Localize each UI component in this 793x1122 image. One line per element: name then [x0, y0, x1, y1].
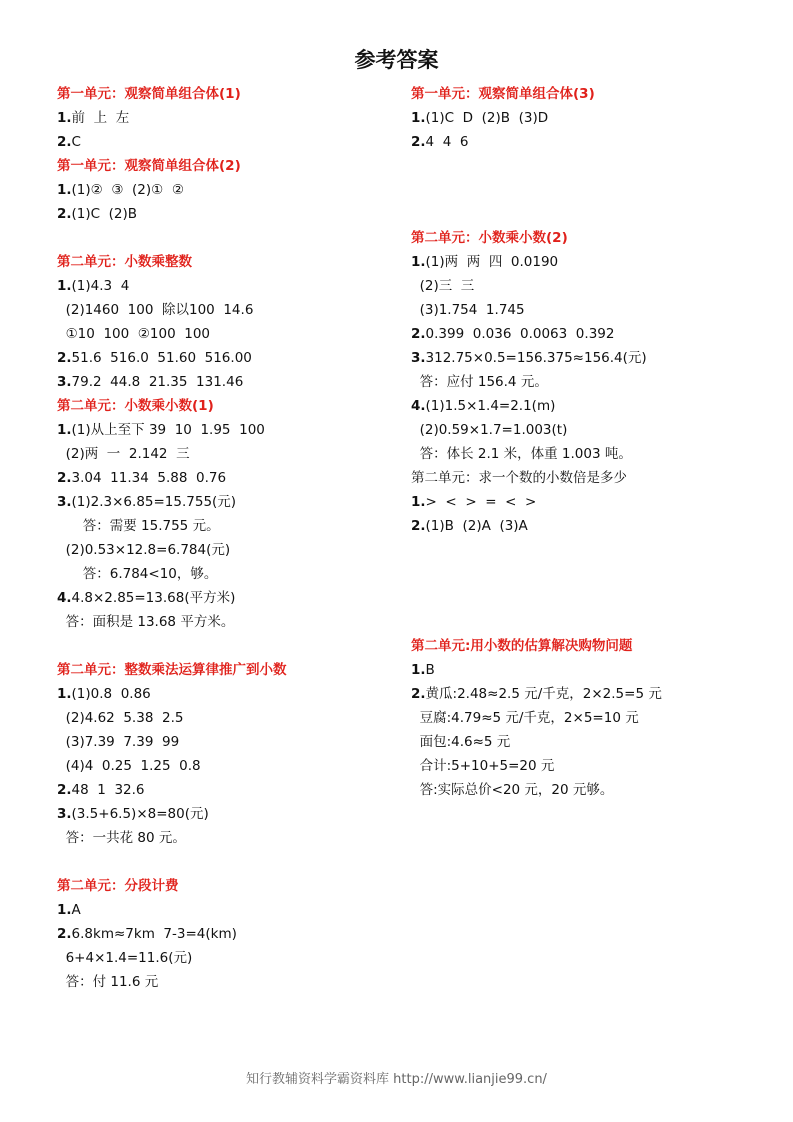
answer-line [411, 490, 761, 514]
answer-text: (1)两 两 四 0.0190 [425, 254, 559, 270]
answer-line [57, 898, 407, 922]
answer-line [57, 802, 407, 826]
answer-line [411, 754, 761, 778]
answer-line [57, 730, 407, 754]
question-number: 1. [57, 110, 72, 126]
section-heading: 第一单元：观察简单组合体(2) [57, 158, 241, 174]
question-number: 1. [57, 422, 72, 438]
answer-text: (2)1460 100 除以100 14.6 [57, 302, 254, 318]
section-spacer [57, 226, 407, 250]
section-spacer [411, 538, 761, 562]
question-number: 1. [57, 686, 72, 702]
answer-line [411, 394, 761, 418]
question-number: 1. [411, 494, 426, 510]
section-spacer [411, 562, 761, 586]
answer-line [57, 298, 407, 322]
answer-line [411, 346, 761, 370]
answer-line [411, 322, 761, 346]
answer-text: 答：体长 2.1 米，体重 1.003 吨。 [411, 446, 632, 462]
answer-text: 答：一共花 80 元。 [57, 830, 186, 846]
answer-line [57, 442, 407, 466]
answer-text: 面包:4.6≈5 元 [411, 734, 511, 750]
section-spacer [57, 850, 407, 874]
question-number: 1. [57, 902, 72, 918]
answer-section [57, 394, 407, 634]
answer-line [57, 178, 407, 202]
answer-text: 4 4 6 [425, 134, 469, 150]
answer-line [57, 370, 407, 394]
question-number: 2. [57, 782, 72, 798]
answer-section [57, 154, 407, 226]
answer-text: A [71, 902, 81, 918]
section-heading: 第二单元：小数乘小数(2) [411, 230, 568, 246]
answer-text: 黄瓜:2.48≈2.5 元/千克，2×2.5=5 元 [425, 686, 662, 702]
question-number: 2. [411, 518, 426, 534]
question-number: 2. [57, 134, 72, 150]
answer-text: 合计:5+10+5=20 元 [411, 758, 555, 774]
answer-text: (1)B (2)A (3)A [425, 518, 528, 534]
answer-text: (1)C D (2)B (3)D [425, 110, 549, 126]
section-heading: 第一单元：观察简单组合体(1) [57, 86, 241, 102]
answer-text: 0.399 0.036 0.0063 0.392 [425, 326, 615, 342]
answer-line [57, 922, 407, 946]
section-spacer [411, 586, 761, 610]
page-title: 参考答案 [354, 48, 439, 72]
answer-section [57, 658, 407, 850]
answer-text: 答:实际总价<20 元，20 元够。 [411, 782, 614, 798]
answer-line [57, 106, 407, 130]
answer-line [57, 610, 407, 634]
answer-line [57, 130, 407, 154]
section-heading: 第二单元：小数乘整数 [57, 254, 192, 270]
answer-text: 51.6 516.0 51.60 516.00 [71, 350, 252, 366]
answer-line [411, 730, 761, 754]
answer-text: 答：应付 156.4 元。 [411, 374, 548, 390]
answer-text: 4.8×2.85=13.68(平方米) [71, 590, 236, 606]
answer-text: 6+4×1.4=11.6(元) [57, 950, 193, 966]
question-number: 2. [411, 326, 426, 342]
question-number: 3. [411, 350, 426, 366]
answer-text: (1)4.3 4 [71, 278, 130, 294]
answer-text: 48 1 32.6 [71, 782, 145, 798]
section-spacer [411, 154, 761, 178]
answer-line [57, 706, 407, 730]
question-number: 4. [411, 398, 426, 414]
footer-watermark: 知行教辅资料学霸资料库 http://www.lianjie99.cn/ [246, 1072, 547, 1087]
question-number: 4. [57, 590, 72, 606]
question-number: 2. [57, 206, 72, 222]
answer-line [57, 322, 407, 346]
answer-line [411, 682, 761, 706]
answer-text: B [425, 662, 435, 678]
answer-text: 答：付 11.6 元 [57, 974, 159, 990]
answers-right-column [411, 82, 761, 802]
answer-section [411, 226, 761, 466]
answer-text: (1)从上至下 39 10 1.95 100 [71, 422, 265, 438]
question-number: 2. [57, 350, 72, 366]
answer-text: (1)1.5×1.4=2.1(m) [425, 398, 556, 414]
section-heading: 第二单元：整数乘法运算律推广到小数 [57, 662, 287, 678]
answer-line [57, 274, 407, 298]
answer-text: (1)0.8 0.86 [71, 686, 151, 702]
answer-text: > < > = < > [425, 494, 537, 510]
answer-line [411, 130, 761, 154]
question-number: 1. [411, 662, 426, 678]
answer-line [57, 466, 407, 490]
answer-line [57, 826, 407, 850]
answer-text: (2)4.62 5.38 2.5 [57, 710, 184, 726]
question-number: 1. [57, 182, 72, 198]
section-heading: 第一单元：观察简单组合体(3) [411, 86, 595, 102]
answer-text: (2)0.59×1.7=1.003(t) [411, 422, 568, 438]
answer-line [411, 418, 761, 442]
answer-line [57, 946, 407, 970]
answer-line [411, 706, 761, 730]
question-number: 2. [57, 470, 72, 486]
answer-section [411, 466, 761, 538]
answers-left-column [57, 82, 407, 994]
answer-text: (3)7.39 7.39 99 [57, 734, 180, 750]
answer-line [57, 754, 407, 778]
answer-text: (1)C (2)B [71, 206, 138, 222]
section-spacer [411, 610, 761, 634]
question-number: 3. [57, 806, 72, 822]
answer-line [57, 490, 407, 514]
answer-text: 3.04 11.34 5.88 0.76 [71, 470, 227, 486]
answer-text: (1)② ③ (2)① ② [71, 182, 184, 198]
section-heading: 第二单元：小数乘小数(1) [57, 398, 214, 414]
question-number: 2. [411, 134, 426, 150]
answer-text: (2)两 一 2.142 三 [57, 446, 190, 462]
answer-line [411, 298, 761, 322]
answer-text: (2)三 三 [411, 278, 475, 294]
answer-line [411, 658, 761, 682]
answer-text: (1)2.3×6.85=15.755(元) [71, 494, 237, 510]
answer-text: 答：需要 15.755 元。 [57, 518, 220, 534]
answer-text: 312.75×0.5=156.375≈156.4(元) [425, 350, 647, 366]
answer-line [411, 250, 761, 274]
section-spacer [411, 178, 761, 202]
answer-text: 前 上 左 [71, 110, 130, 126]
section-heading: 第二单元:用小数的估算解决购物问题 [411, 638, 633, 654]
section-heading: 第二单元：求一个数的小数倍是多少 [411, 470, 627, 486]
question-number: 1. [57, 278, 72, 294]
question-number: 1. [411, 110, 426, 126]
answer-line [57, 586, 407, 610]
question-number: 2. [411, 686, 426, 702]
answer-section [411, 634, 761, 802]
answer-line [57, 778, 407, 802]
answer-section [57, 82, 407, 154]
section-spacer [411, 202, 761, 226]
answer-line [411, 274, 761, 298]
answer-line [57, 538, 407, 562]
answer-line [411, 778, 761, 802]
answer-section [57, 874, 407, 994]
answer-section [57, 250, 407, 394]
answer-line [411, 370, 761, 394]
section-heading: 第二单元：分段计费 [57, 878, 179, 894]
answer-text: (3.5+6.5)×8=80(元) [71, 806, 209, 822]
answer-line [57, 346, 407, 370]
answer-text: C [71, 134, 81, 150]
question-number: 2. [57, 926, 72, 942]
answer-text: 6.8km≈7km 7-3=4(km) [71, 926, 237, 942]
answer-line [57, 970, 407, 994]
answer-line [57, 562, 407, 586]
answer-text: 答：6.784<10，够。 [57, 566, 218, 582]
answer-text: (4)4 0.25 1.25 0.8 [57, 758, 201, 774]
answer-text: ①10 100 ②100 100 [57, 326, 211, 342]
answer-text: 79.2 44.8 21.35 131.46 [71, 374, 244, 390]
answer-line [57, 202, 407, 226]
section-spacer [57, 634, 407, 658]
answer-line [411, 442, 761, 466]
question-number: 3. [57, 494, 72, 510]
answer-text: (3)1.754 1.745 [411, 302, 525, 318]
answer-text: (2)0.53×12.8=6.784(元) [57, 542, 231, 558]
question-number: 3. [57, 374, 72, 390]
answer-text: 豆腐:4.79≈5 元/千克，2×5=10 元 [411, 710, 639, 726]
question-number: 1. [411, 254, 426, 270]
answer-line [57, 682, 407, 706]
answer-line [57, 514, 407, 538]
answer-line [411, 514, 761, 538]
answer-text: 答：面积是 13.68 平方米。 [57, 614, 235, 630]
answer-line [57, 418, 407, 442]
answer-section [411, 82, 761, 154]
answer-line [411, 106, 761, 130]
